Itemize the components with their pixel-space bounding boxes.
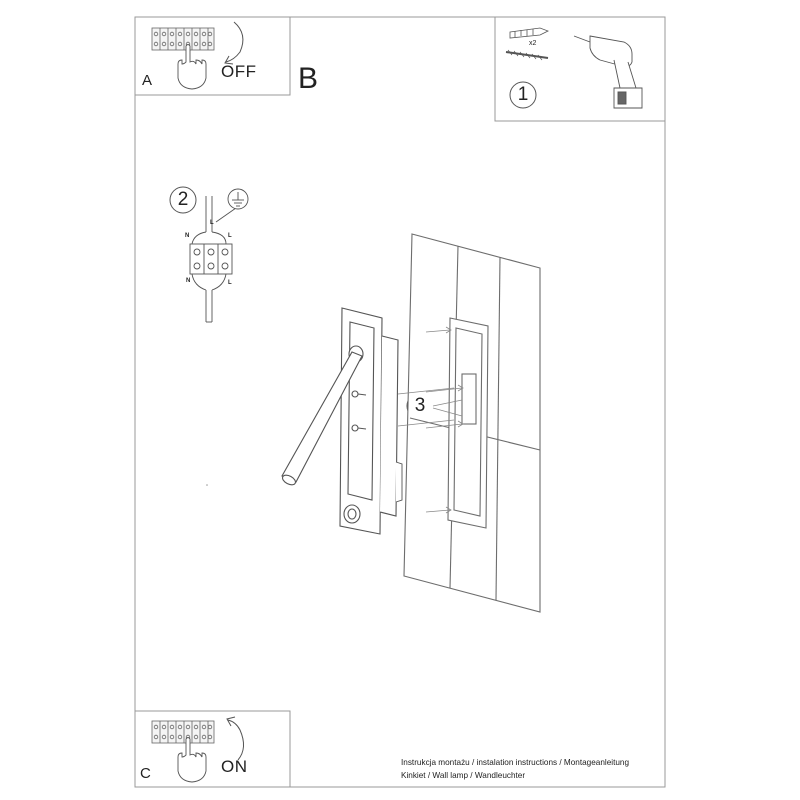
wire-label-l-bottom: L — [228, 280, 232, 286]
footer-instructions: Instrukcja montażu / instalation instructions / Montageanleitung — [401, 758, 630, 767]
wire-label-l-center: L — [210, 220, 214, 226]
ground-icon — [228, 189, 248, 209]
page-frame — [135, 17, 665, 787]
panel-c-state: ON — [221, 757, 248, 776]
wiring-diagram — [190, 196, 236, 322]
terminal-block-icon — [152, 28, 214, 50]
wire-label-n-bottom: N — [186, 278, 191, 284]
footer-product: Kinkiet / Wall lamp / Wandleuchter — [401, 771, 526, 780]
panel-a-letter: A — [142, 72, 153, 89]
step-1-label: 1 — [517, 84, 529, 105]
panel-c-letter: C — [140, 765, 151, 782]
panel-a-state: OFF — [221, 62, 257, 81]
step-2-label: 2 — [177, 189, 189, 210]
wire-label-l-top: L — [228, 233, 232, 239]
step-3-label: 3 — [414, 395, 426, 416]
wire-label-n-top: N — [185, 233, 190, 239]
main-section-label: B — [298, 62, 319, 95]
quantity-label: x2 — [529, 40, 537, 47]
terminal-block-icon — [152, 721, 214, 743]
